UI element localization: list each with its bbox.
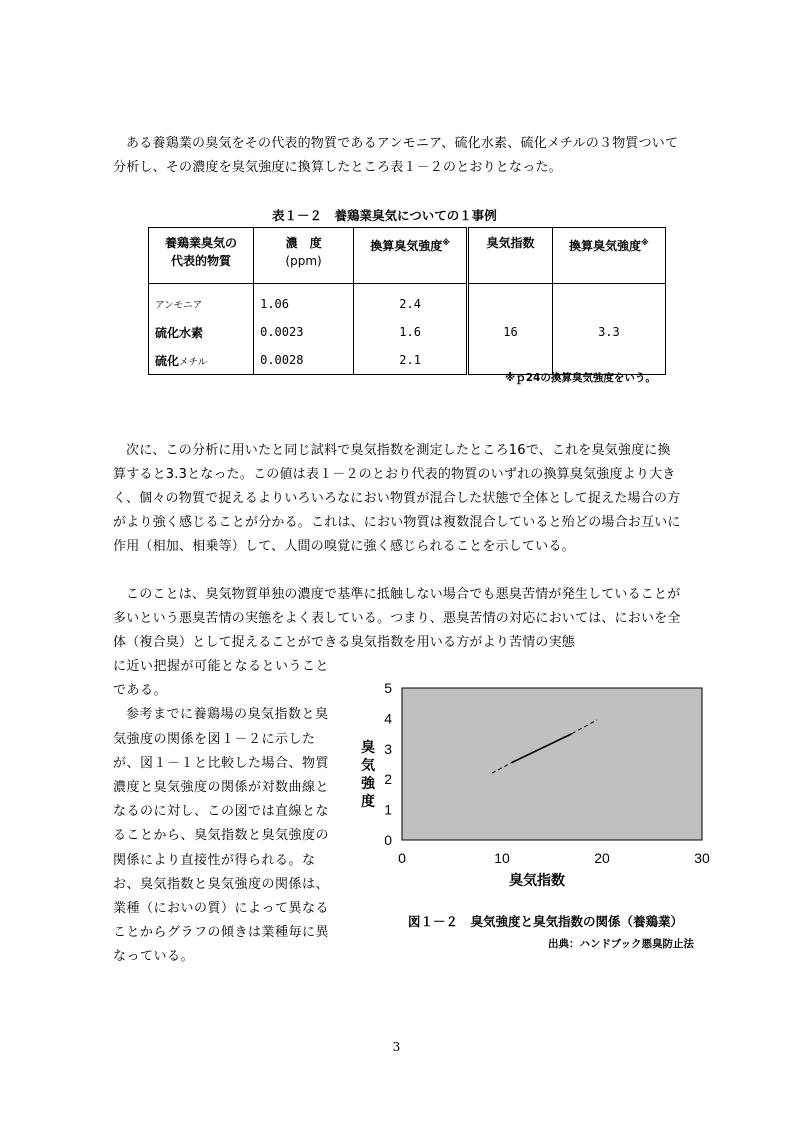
converted-value: 3.3 [552, 284, 665, 375]
table-caption: 表１－２ 養鶏業臭気についての１事例 [272, 208, 497, 223]
y-tick-label: 3 [384, 740, 392, 757]
substance-name: 硫化水素 [149, 318, 254, 346]
reference-paragraph [113, 655, 335, 970]
intensity-value: 2.4 [354, 284, 468, 319]
plot-area [402, 688, 702, 840]
figure-source: 出典：ハンドブック悪臭防止法 [548, 938, 694, 950]
y-tick-label: 2 [384, 771, 392, 788]
y-tick-label: 4 [384, 710, 392, 727]
y-axis-label-char: 強 [361, 776, 375, 792]
x-tick-label: 10 [494, 850, 510, 866]
table-note: ※ｐ24の換算臭気強度をいう。 [505, 372, 656, 384]
header-converted-intensity-2: 換算臭気強度※ [552, 228, 665, 284]
odor-chart [350, 680, 710, 890]
y-axis-label-char: 気 [361, 758, 375, 774]
table-row [149, 284, 666, 319]
header-odor-index: 臭気指数 [468, 228, 553, 284]
y-tick-label: 1 [384, 801, 392, 818]
x-tick-label: 30 [694, 850, 710, 866]
x-axis-label: 臭気指数 [509, 873, 565, 889]
substance-name: アンモニア [149, 284, 254, 319]
complaint-paragraph: このことは、臭気物質単独の濃度で基準に抵触しない場合でも悪臭苦情が発生していることが多いという悪臭苦情の実態をよく表している。つまり、悪臭苦情の対応においては、においを全体（複合臭）として捉えることができる臭気指数を用いる方がより苦情の実態 [113, 587, 681, 650]
y-axis-label-char: 臭 [361, 740, 375, 756]
y-axis-label-char: 度 [361, 794, 375, 810]
x-tick-label: 20 [594, 850, 610, 866]
y-tick-label: 5 [384, 680, 392, 696]
analysis-paragraph: 次に、この分析に用いたと同じ試料で臭気指数を測定したところ16で、これを臭気強度に換算すると3.3となった。この値は表１－２のとおり代表的物質のいずれの換算臭気強度より大きく、個々の物質で捉えるよりいろいろなにおい物質が混合した状態で全体として捉えた場合の方がより強く感じることが分かる。これは、におい物質は複数混合していると殆どの場合お互いに作用（相加、相乗等）して、人間の嗅覚に強く感じられることを示している。 [113, 443, 681, 554]
header-substance: 養鶏業臭気の 代表的物質 [149, 228, 254, 284]
complaint-paragraph-tail: に近い把握が可能となるということである。 [113, 659, 330, 699]
intensity-value: 2.1 [354, 346, 468, 375]
odor-table [148, 227, 666, 375]
header-converted-intensity: 換算臭気強度※ [354, 228, 468, 284]
y-tick-label: 0 [384, 832, 392, 848]
intro-paragraph: ある養鶏業の臭気をその代表的物質であるアンモニア、硫化水素、硫化メチルの３物質ついて分析し、その濃度を臭気強度に換算したところ表１－２のとおりとなった。 [113, 136, 679, 175]
intensity-value: 1.6 [354, 318, 468, 346]
header-concentration: 濃 度 (ppm) [254, 228, 354, 284]
substance-name: 硫化メチル [149, 346, 254, 375]
figure-caption: 図１－２ 臭気強度と臭気指数の関係（養鶏業） [408, 914, 684, 929]
concentration-value: 1.06 [254, 284, 354, 319]
concentration-value: 0.0028 [254, 346, 354, 375]
concentration-value: 0.0023 [254, 318, 354, 346]
x-tick-label: 0 [398, 850, 406, 866]
page-number: 3 [392, 1040, 401, 1054]
odor-index-value: 16 [468, 284, 553, 375]
reference-text: 参考までに養鶏場の臭気指数と臭気強度の関係を図１－２に示したが、図１－１と比較した場合、物質濃度と臭気強度の関係が対数曲線となるのに対し、この図では直線となることから、臭気指数と臭気強度の関係により直接性が得られる。なお、臭気指数と臭気強度の関係は、業種（においの質）によって異なることからグラフの傾きは業種毎に異なっている。 [113, 707, 330, 965]
